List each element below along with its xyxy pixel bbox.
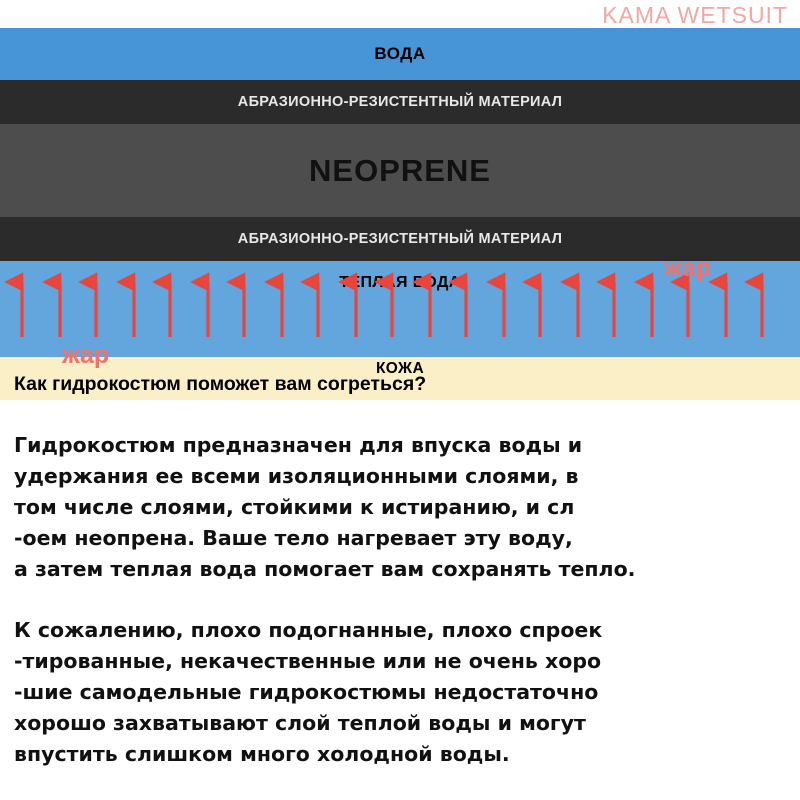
- question-heading: Как гидрокостюм поможет вам согреться?: [14, 373, 427, 395]
- text-line: Гидрокостюм предназначен для впуска воды и: [14, 433, 583, 457]
- layer-abrasion-top-label: АБРАЗИОННО-РЕЗИСТЕНТНЫЙ МАТЕРИАЛ: [237, 94, 563, 110]
- text-line: -тированные, некачественные или не очень хоро: [14, 649, 602, 673]
- heat-label-right: жар: [664, 254, 712, 282]
- text-line: впустить слишком много холодной воды.: [14, 742, 510, 766]
- text-line: К сожалению, плохо подогнанные, плохо спроек: [14, 618, 603, 642]
- paragraph-2: [14, 615, 784, 770]
- layer-abrasion-top: [0, 80, 800, 124]
- text-line: -оем неопрена. Ваше тело нагревает эту воду,: [14, 526, 573, 550]
- explanation-text: [14, 430, 784, 770]
- layer-warm-water-label: ТЕПЛАЯ ВОДА: [339, 274, 461, 291]
- text-line: -шие самодельные гидрокостюмы недостаточно: [14, 680, 599, 704]
- text-line: хорошо захватывают слой теплой воды и могут: [14, 711, 586, 735]
- text-line: том числе слоями, стойкими к истиранию, и сл: [14, 495, 575, 519]
- brand-watermark: KAMA WETSUIT: [602, 2, 788, 28]
- text-line: удержания ее всеми изоляционными слоями, в: [14, 464, 579, 488]
- layer-water-label: ВОДА: [374, 44, 426, 63]
- layer-skin-label: КОЖА: [375, 360, 425, 377]
- layer-water: [0, 28, 800, 80]
- text-line: а затем теплая вода помогает вам сохранять тепло.: [14, 557, 636, 581]
- layer-neoprene: [0, 124, 800, 217]
- layer-neoprene-label: NEOPRENE: [309, 152, 491, 188]
- layer-abrasion-bottom-label: АБРАЗИОННО-РЕЗИСТЕНТНЫЙ МАТЕРИАЛ: [237, 231, 563, 247]
- heat-label-left: жар: [62, 341, 110, 369]
- paragraph-1: [14, 430, 784, 585]
